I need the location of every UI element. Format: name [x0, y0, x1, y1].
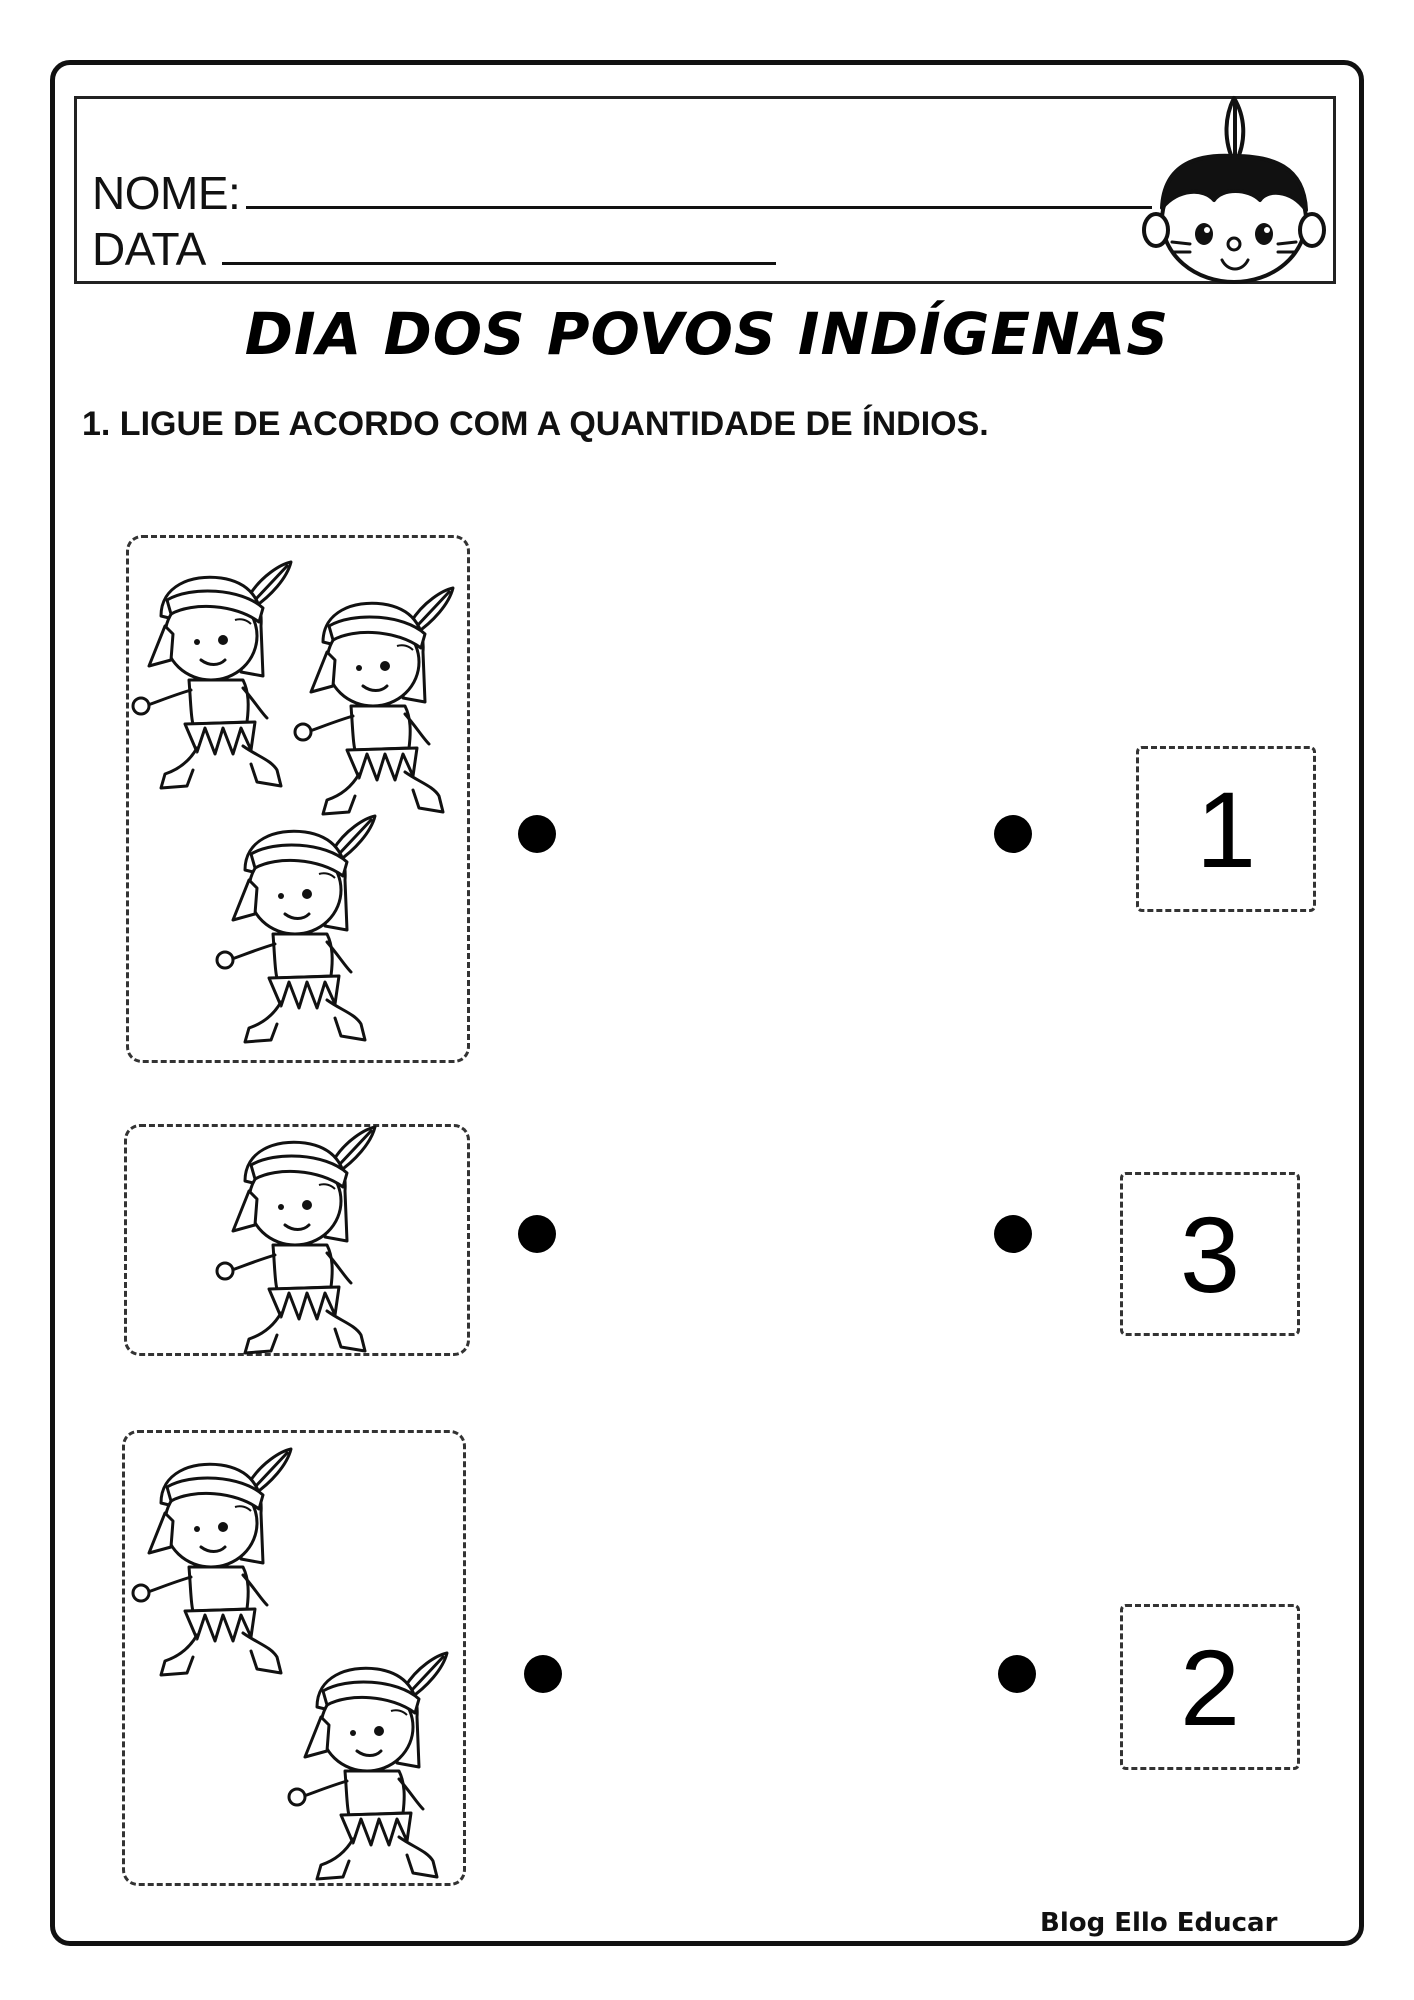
left-dot-1[interactable] — [518, 815, 556, 853]
number-box-2: 3 — [1120, 1172, 1300, 1336]
name-label: NOME: — [92, 167, 241, 219]
worksheet-title: DIA DOS POVOS INDÍGENAS — [244, 300, 1170, 368]
date-label: DATA — [92, 223, 206, 275]
instruction-text: 1. LIGUE DE ACORDO COM A QUANTIDADE DE ÍNDIOS. — [82, 405, 989, 443]
indigenous-child-icon — [293, 582, 463, 822]
indigenous-child-icon — [287, 1647, 457, 1887]
footer-credit: Blog Ello Educar — [1026, 1908, 1291, 1938]
left-dot-2[interactable] — [518, 1215, 556, 1253]
picture-box-group-1 — [126, 535, 470, 1063]
picture-box-group-3 — [122, 1430, 466, 1886]
indigenous-child-icon — [131, 1443, 301, 1683]
left-dot-3[interactable] — [524, 1655, 562, 1693]
date-field[interactable] — [222, 262, 776, 265]
number-box-1: 1 — [1136, 746, 1316, 912]
indigenous-child-icon — [215, 810, 385, 1050]
indigenous-boy-mascot-icon — [1138, 92, 1328, 292]
right-dot-2[interactable] — [994, 1215, 1032, 1253]
name-field[interactable] — [246, 206, 1152, 209]
right-dot-3[interactable] — [998, 1655, 1036, 1693]
indigenous-child-icon — [131, 556, 301, 796]
number-box-3: 2 — [1120, 1604, 1300, 1770]
picture-box-group-2 — [124, 1124, 470, 1356]
indigenous-child-icon — [215, 1121, 385, 1361]
right-dot-1[interactable] — [994, 815, 1032, 853]
